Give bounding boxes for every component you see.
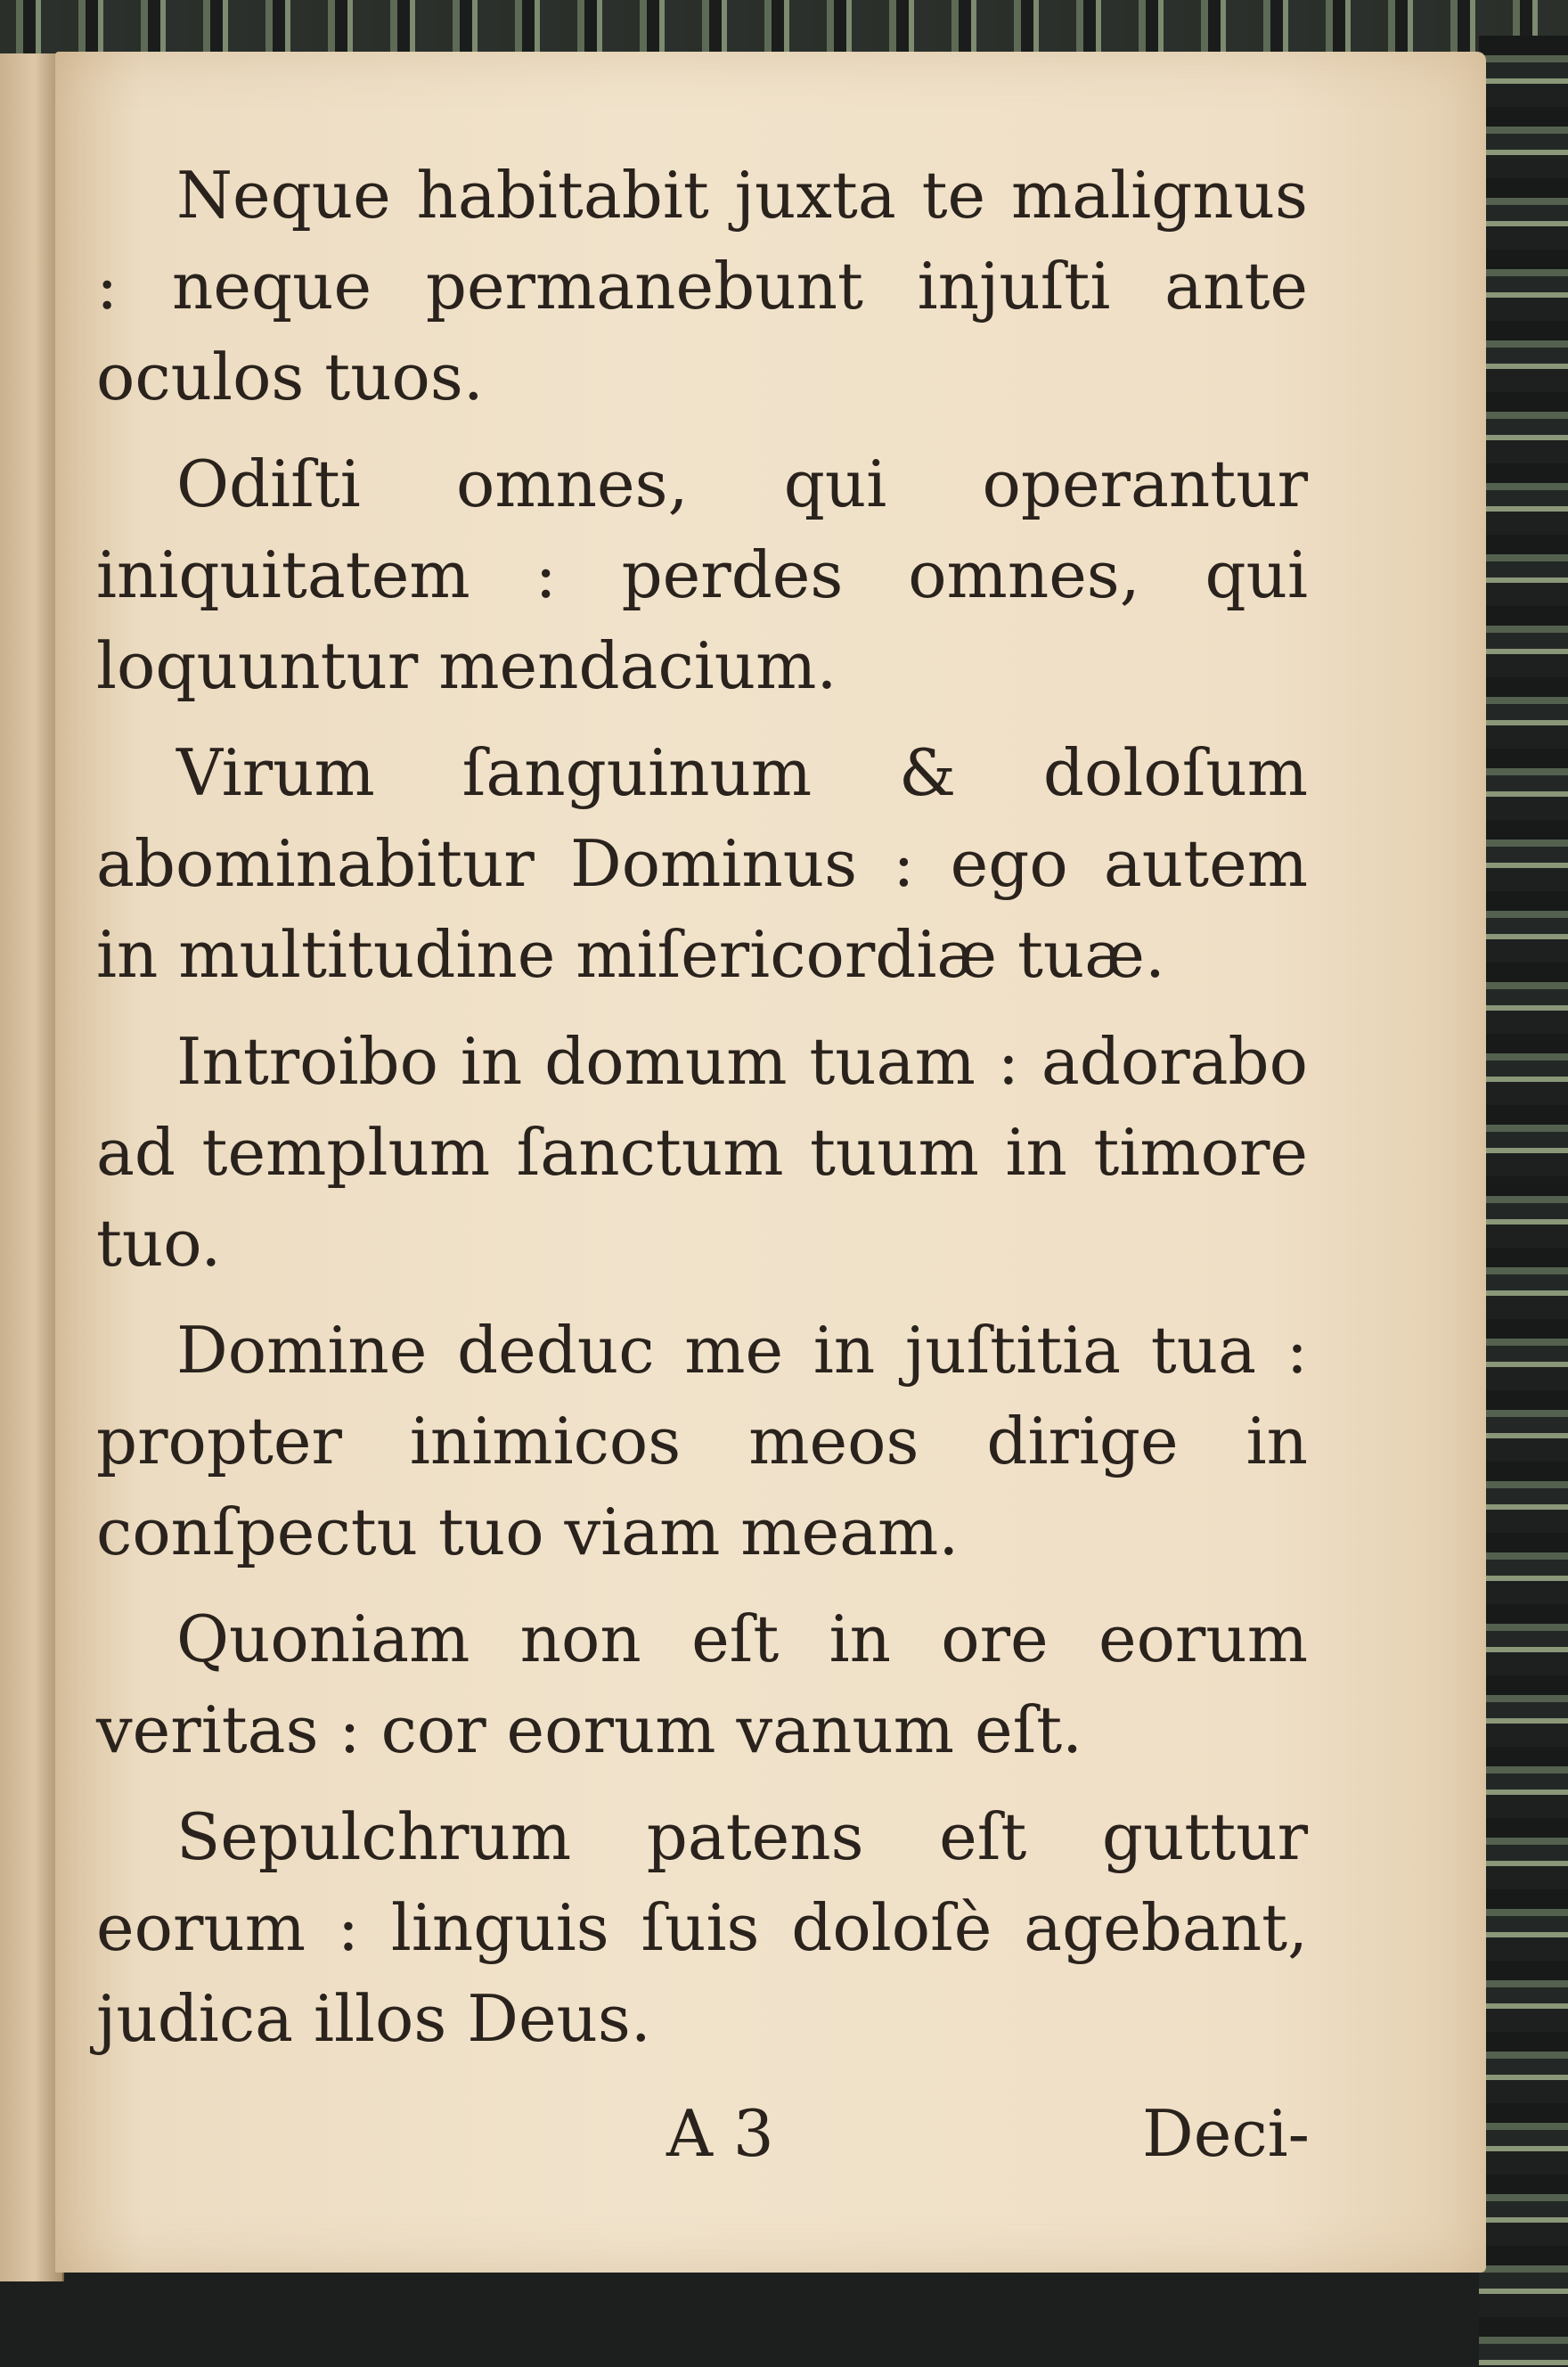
verse: Quoniam non eſt in ore eorum veritas : cor eorum vanum eſt. — [96, 1601, 1308, 1767]
verse: Odiſti omnes, qui operantur iniquitatem : perdes omnes, qui loquuntur mendacium. — [96, 446, 1308, 703]
page-footer — [96, 2096, 1308, 2194]
catchword: Deci- — [1141, 2096, 1310, 2171]
verse: Virum ſanguinum & doloſum abominabitur Dominus : ego autem in multitudine miſericordiæ tuæ. — [96, 735, 1308, 992]
verse: Introibo in domum tuam : adorabo ad templum ſanctum tuum in timore tuo. — [96, 1024, 1308, 1281]
signature-mark: A 3 — [666, 2096, 774, 2171]
verse: Neque habitabit juxta te malignus : neque permanebunt injuſti ante oculos tuos. — [96, 158, 1308, 414]
verse: Domine deduc me in juſtitia tua : propter inimicos meos dirige in conſpectu tuo viam meam. — [96, 1313, 1308, 1569]
page-text — [96, 150, 1308, 2080]
verse: Sepulchrum patens eſt guttur eorum : linguis ſuis doloſè agebant, judica illos Deus. — [96, 1799, 1308, 2056]
book-cover-edge — [1479, 36, 1568, 2367]
